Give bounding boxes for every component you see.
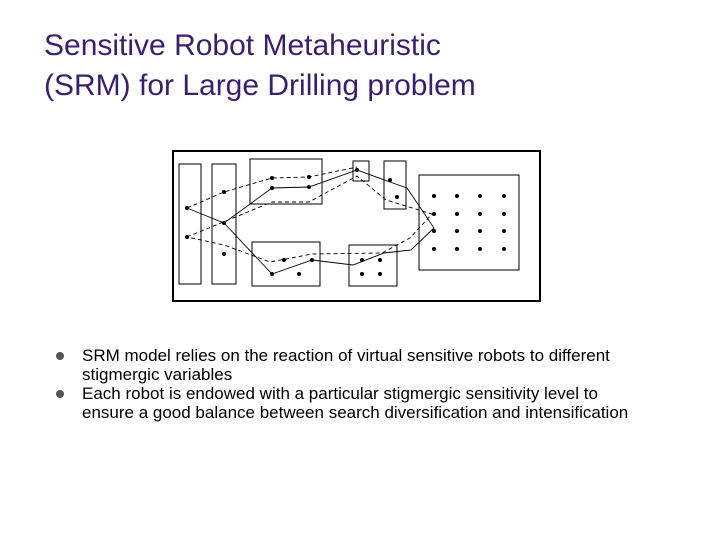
bullet-item bbox=[54, 346, 654, 384]
bullet-item bbox=[54, 384, 654, 422]
bullet-dot-icon bbox=[56, 390, 64, 398]
slide-title-line1: Sensitive Robot Metaheuristic bbox=[44, 29, 441, 62]
diagram-border bbox=[173, 151, 540, 301]
bullet-text: Each robot is endowed with a particular stigmergic sensitivity level to ensure a good balance between search diversification and intensification bbox=[82, 384, 629, 422]
bullet-dot-icon bbox=[56, 352, 64, 360]
slide-title-line2: (SRM) for Large Drilling problem bbox=[44, 69, 476, 102]
drilling-diagram bbox=[172, 150, 542, 303]
bullet-list bbox=[54, 346, 654, 422]
slide-title bbox=[44, 26, 684, 106]
bullet-text: SRM model relies on the reaction of virtual sensitive robots to different stigmergic variables bbox=[82, 346, 610, 384]
